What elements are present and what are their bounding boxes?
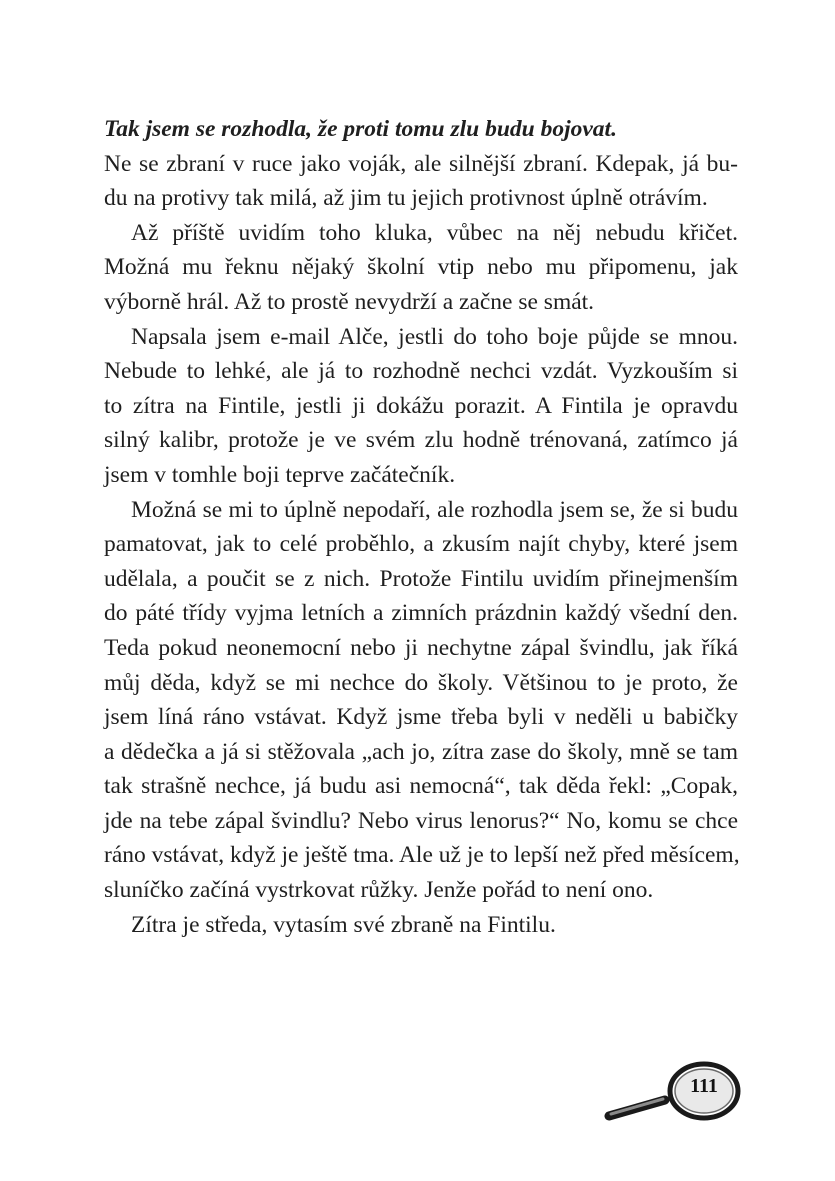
text-line: sluníčko začíná vystrkovat růžky. Jenže pořád to není ono. (104, 877, 654, 904)
text-line: Napsala jsem e-mail Alče, jestli do toho boje půjde se mnou. (131, 323, 738, 350)
text-line: to zítra na Fintile, jestli ji dokážu porazit. A Fintila je opravdu (104, 392, 738, 419)
text-line: Ne se zbraní v ruce jako voják, ale silnější zbraní. Kdepak, já bu- (104, 150, 738, 177)
page-text (104, 112, 738, 942)
text-line: jsem v tomhle boji teprve začátečník. (104, 461, 456, 488)
text-line: silný kalibr, protože je ve svém zlu hodně trénovaná, zatímco já (104, 427, 738, 454)
text-line: jsem líná ráno vstávat. Když jsme třeba byli v neděli u babičky (104, 704, 738, 731)
text-line: du na protivy tak milá, až jim tu jejich protivnost úplně otrávím. (104, 185, 708, 212)
text-line: Až příště uvidím toho kluka, vůbec na něj nebudu křičet. (131, 219, 738, 246)
magnifier-handle (609, 1099, 665, 1116)
text-line: ráno vstávat, když je ještě tma. Ale už je to lepší než před měsícem, (104, 842, 740, 869)
text-line: Nebude to lehké, ale já to rozhodně nechci vzdát. Vyzkouším si (104, 358, 738, 385)
text-line: jde na tebe zápal švindlu? Nebo virus lenorus?“ No, komu se chce (104, 807, 738, 834)
text-line: a dědečka a já si stěžovala „ach jo, zítra zase do školy, mně se tam (104, 738, 738, 765)
text-line: tak strašně nechce, já budu asi nemocná“, tak děda řekl: „Copak, (104, 773, 738, 800)
text-line: Zítra je středa, vytasím své zbraně na Fintilu. (131, 911, 556, 938)
text-line: Teda pokud neonemocní nebo ji nechytne zápal švindlu, jak říká (104, 634, 738, 661)
text-line: Možná se mi to úplně nepodaří, ale rozhodla jsem se, že si budu (131, 496, 738, 523)
text-line: pamatovat, jak to celé proběhlo, a zkusím najít chyby, které jsem (104, 531, 738, 558)
text-line: můj děda, když se mi nechce do školy. Většinou to je proto, že (104, 669, 738, 696)
text-line: udělala, a poučit se z nich. Protože Fintilu uvidím přinejmenším (104, 565, 738, 592)
text-line: do páté třídy vyjma letních a zimních prázdnin každý všední den. (104, 600, 738, 627)
text-line: výborně hrál. Až to prostě nevydrží a začne se smát. (104, 288, 595, 315)
lead-sentence: Tak jsem se rozhodla, že proti tomu zlu budu bojovat. (104, 116, 617, 142)
text-line: Možná mu řeknu nějaký školní vtip nebo mu připomenu, jak (104, 254, 738, 281)
page-number: 111 (690, 1075, 718, 1097)
